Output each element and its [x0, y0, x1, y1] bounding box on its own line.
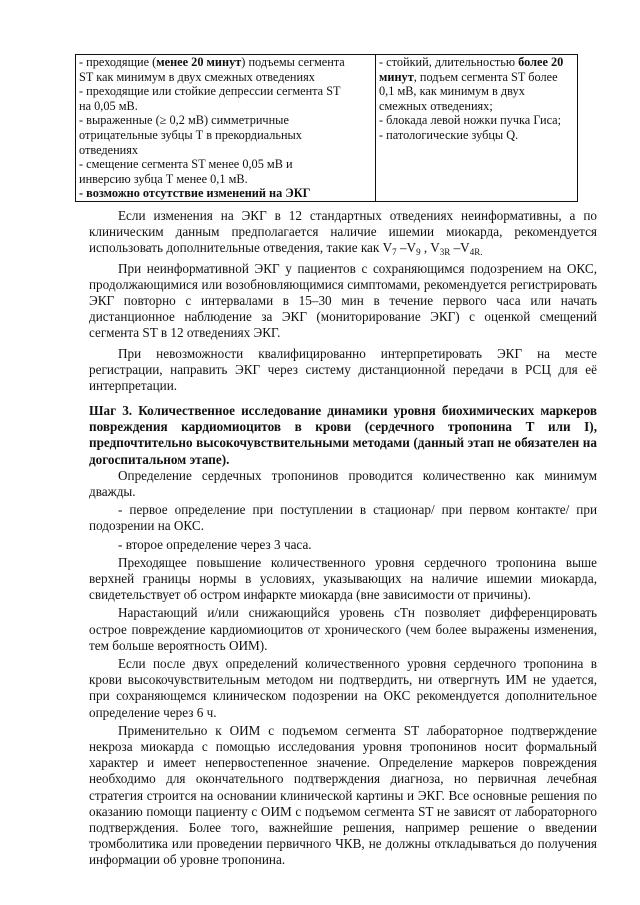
cell-text: - преходящие или стойкие депрессии сегмента ST: [79, 84, 341, 99]
cell-text: ) подъемы сегмента: [241, 55, 345, 69]
cell-text: - выраженные (≥ 0,2 мВ) симметричные: [79, 113, 289, 128]
cell-text: инверсию зубца Т менее 0,1 мВ.: [79, 171, 248, 186]
list-item-second-test: - второе определение через 3 часа.: [118, 536, 312, 552]
cell-text: - блокада левой ножки пучка Гиса;: [379, 113, 562, 128]
cell-text: - стойкий, длительностью: [379, 55, 519, 69]
cell-text: , подъем сегмента ST более: [413, 69, 558, 84]
paragraph-rising-level: Нарастающий и/или снижающийся уровень сТн позволяет дифференцировать острое повреждение кардиомиоцитов от хронического (чем более выражены изменения, тем больше вероятность ОИМ).: [89, 605, 597, 653]
table-cell-line: [379, 84, 575, 99]
table-cell-line: [379, 113, 575, 128]
cell-text: - преходящие (: [79, 55, 157, 69]
body-text-block-1: [89, 208, 597, 394]
table-cell-left: [76, 55, 376, 202]
table-cell-line: [379, 99, 575, 114]
table-cell-line: [79, 186, 373, 201]
subscript: 7: [392, 247, 397, 258]
bold-text: более 20: [518, 55, 564, 69]
paragraph-transient-rise: Преходящее повышение количественного уровня сердечного тропонина выше верхней границы нормы в условиях, указывающих на наличие ишемии миокарда, свидетельствует об остром инфаркте миокарда (вне зависимости от причины).: [89, 554, 597, 603]
cell-text: - смещение сегмента ST менее 0,05 мВ и: [79, 157, 293, 172]
section-heading-step-3: Шаг 3. Количественное исследование динамики уровня биохимических маркеров повреждения кардиомиоцитов в крови (сердечного тропонина Т или I), предпочтительно высокочувствительными методами (данный этап не обязателен на догоспитальном этапе).: [89, 403, 597, 467]
subscript: 3R: [439, 247, 451, 258]
ecg-criteria-table: [75, 54, 578, 202]
paragraph-additional-leads: [89, 208, 597, 257]
paragraph-text: –V: [450, 240, 470, 256]
table-cell-line: [79, 143, 373, 158]
subscript: 4R.: [469, 247, 483, 258]
cell-text: 0,1 мВ, как минимум в двух: [379, 84, 525, 99]
subscript: 9: [416, 247, 421, 258]
paragraph-additional-test: Если после двух определений количественного уровня сердечного тропонина в крови высокочувствительным методом ни подтвердить, ни отвергнуть ИМ не удается, при сохраняющемся клиническом подозрении на ОКС рекомендуется дополнительное определение через 6 ч.: [89, 656, 597, 720]
table-cell-line: [379, 70, 575, 85]
table-cell-line: [79, 172, 373, 187]
body-text-block-2: [89, 403, 597, 869]
bold-text: менее 20 минут: [156, 55, 242, 69]
cell-text: отрицательные зубцы Т в прекордиальных: [79, 127, 302, 142]
table-cell-line: [79, 55, 373, 70]
paragraph-repeat-ecg: При неинформативной ЭКГ у пациентов с сохраняющимся подозрением на ОКС, продолжающимися или возобновляющимися симптомами, рекомендуется регистрировать ЭКГ повторно с интервалами в 15–30 мин в течение первого часа или начать дистанционное наблюдение за ЭКГ (мониторирование ЭКГ) с оценкой смещений сегмента ST в 12 отведениях ЭКГ.: [89, 260, 597, 341]
bold-text: минут: [379, 69, 414, 84]
bold-text: - возможно отсутствие изменений на ЭКГ: [79, 186, 311, 201]
table-row: [76, 55, 578, 202]
table-cell-right: [376, 55, 578, 202]
table-cell-line: [379, 128, 575, 143]
table-cell-line: [79, 113, 373, 128]
table-cell-line: [79, 157, 373, 172]
cell-text: отведениях: [79, 142, 139, 157]
paragraph-text: –V: [396, 240, 417, 256]
table-cell-line: [379, 55, 575, 70]
cell-text: на 0,05 мВ.: [79, 98, 138, 113]
table-cell-line: [79, 70, 373, 85]
paragraph-st-elevation-mi: Применительно к ОИМ с подъемом сегмента ST лабораторное подтверждение некроза миокарда с помощью исследования уровня тропонинов носит формальный характер и имеет непервостепенное значение. Определение маркеров повреждения необходимо для окончательного подтверждения диагноза, но первичная лечебная стратегия строится на основании клинической картины и ЭКГ. Все основные решения по оказанию помощи пациенту с ОИМ с подъемом сегмента ST не зависят от лабораторного подтверждения. Более того, важнейшие решения, например решение о введении тромболитика или проведении первичного ЧКВ, не должны откладываться до получения информации об уровне тропонина.: [89, 722, 597, 868]
cell-text: ST как минимум в двух смежных отведениях: [79, 69, 315, 84]
table-cell-line: [79, 84, 373, 99]
table-cell-line: [79, 99, 373, 114]
paragraph-text: , V: [420, 240, 440, 256]
paragraph-text: Если изменения на ЭКГ в 12 стандартных отведениях неинформативны, а по клиническим данным предполагается наличие ишемии миокарда, рекомендуется использовать дополнительные отведения, такие как V: [89, 208, 597, 256]
cell-text: - патологические зубцы Q.: [379, 127, 519, 142]
paragraph-remote-transmission: При невозможности квалифицированно интерпретировать ЭКГ на месте регистрации, направить ЭКГ через систему дистанционной передачи в РСЦ для её интерпретации.: [89, 345, 597, 394]
cell-text: смежных отведениях;: [379, 98, 493, 113]
table-cell-line: [79, 128, 373, 143]
paragraph-troponin-twice: Определение сердечных тропонинов проводится количественно как минимум дважды.: [89, 467, 597, 500]
list-item-first-test: - первое определение при поступлении в стационар/ при первом контакте/ при подозрении на ОКС.: [89, 502, 597, 534]
